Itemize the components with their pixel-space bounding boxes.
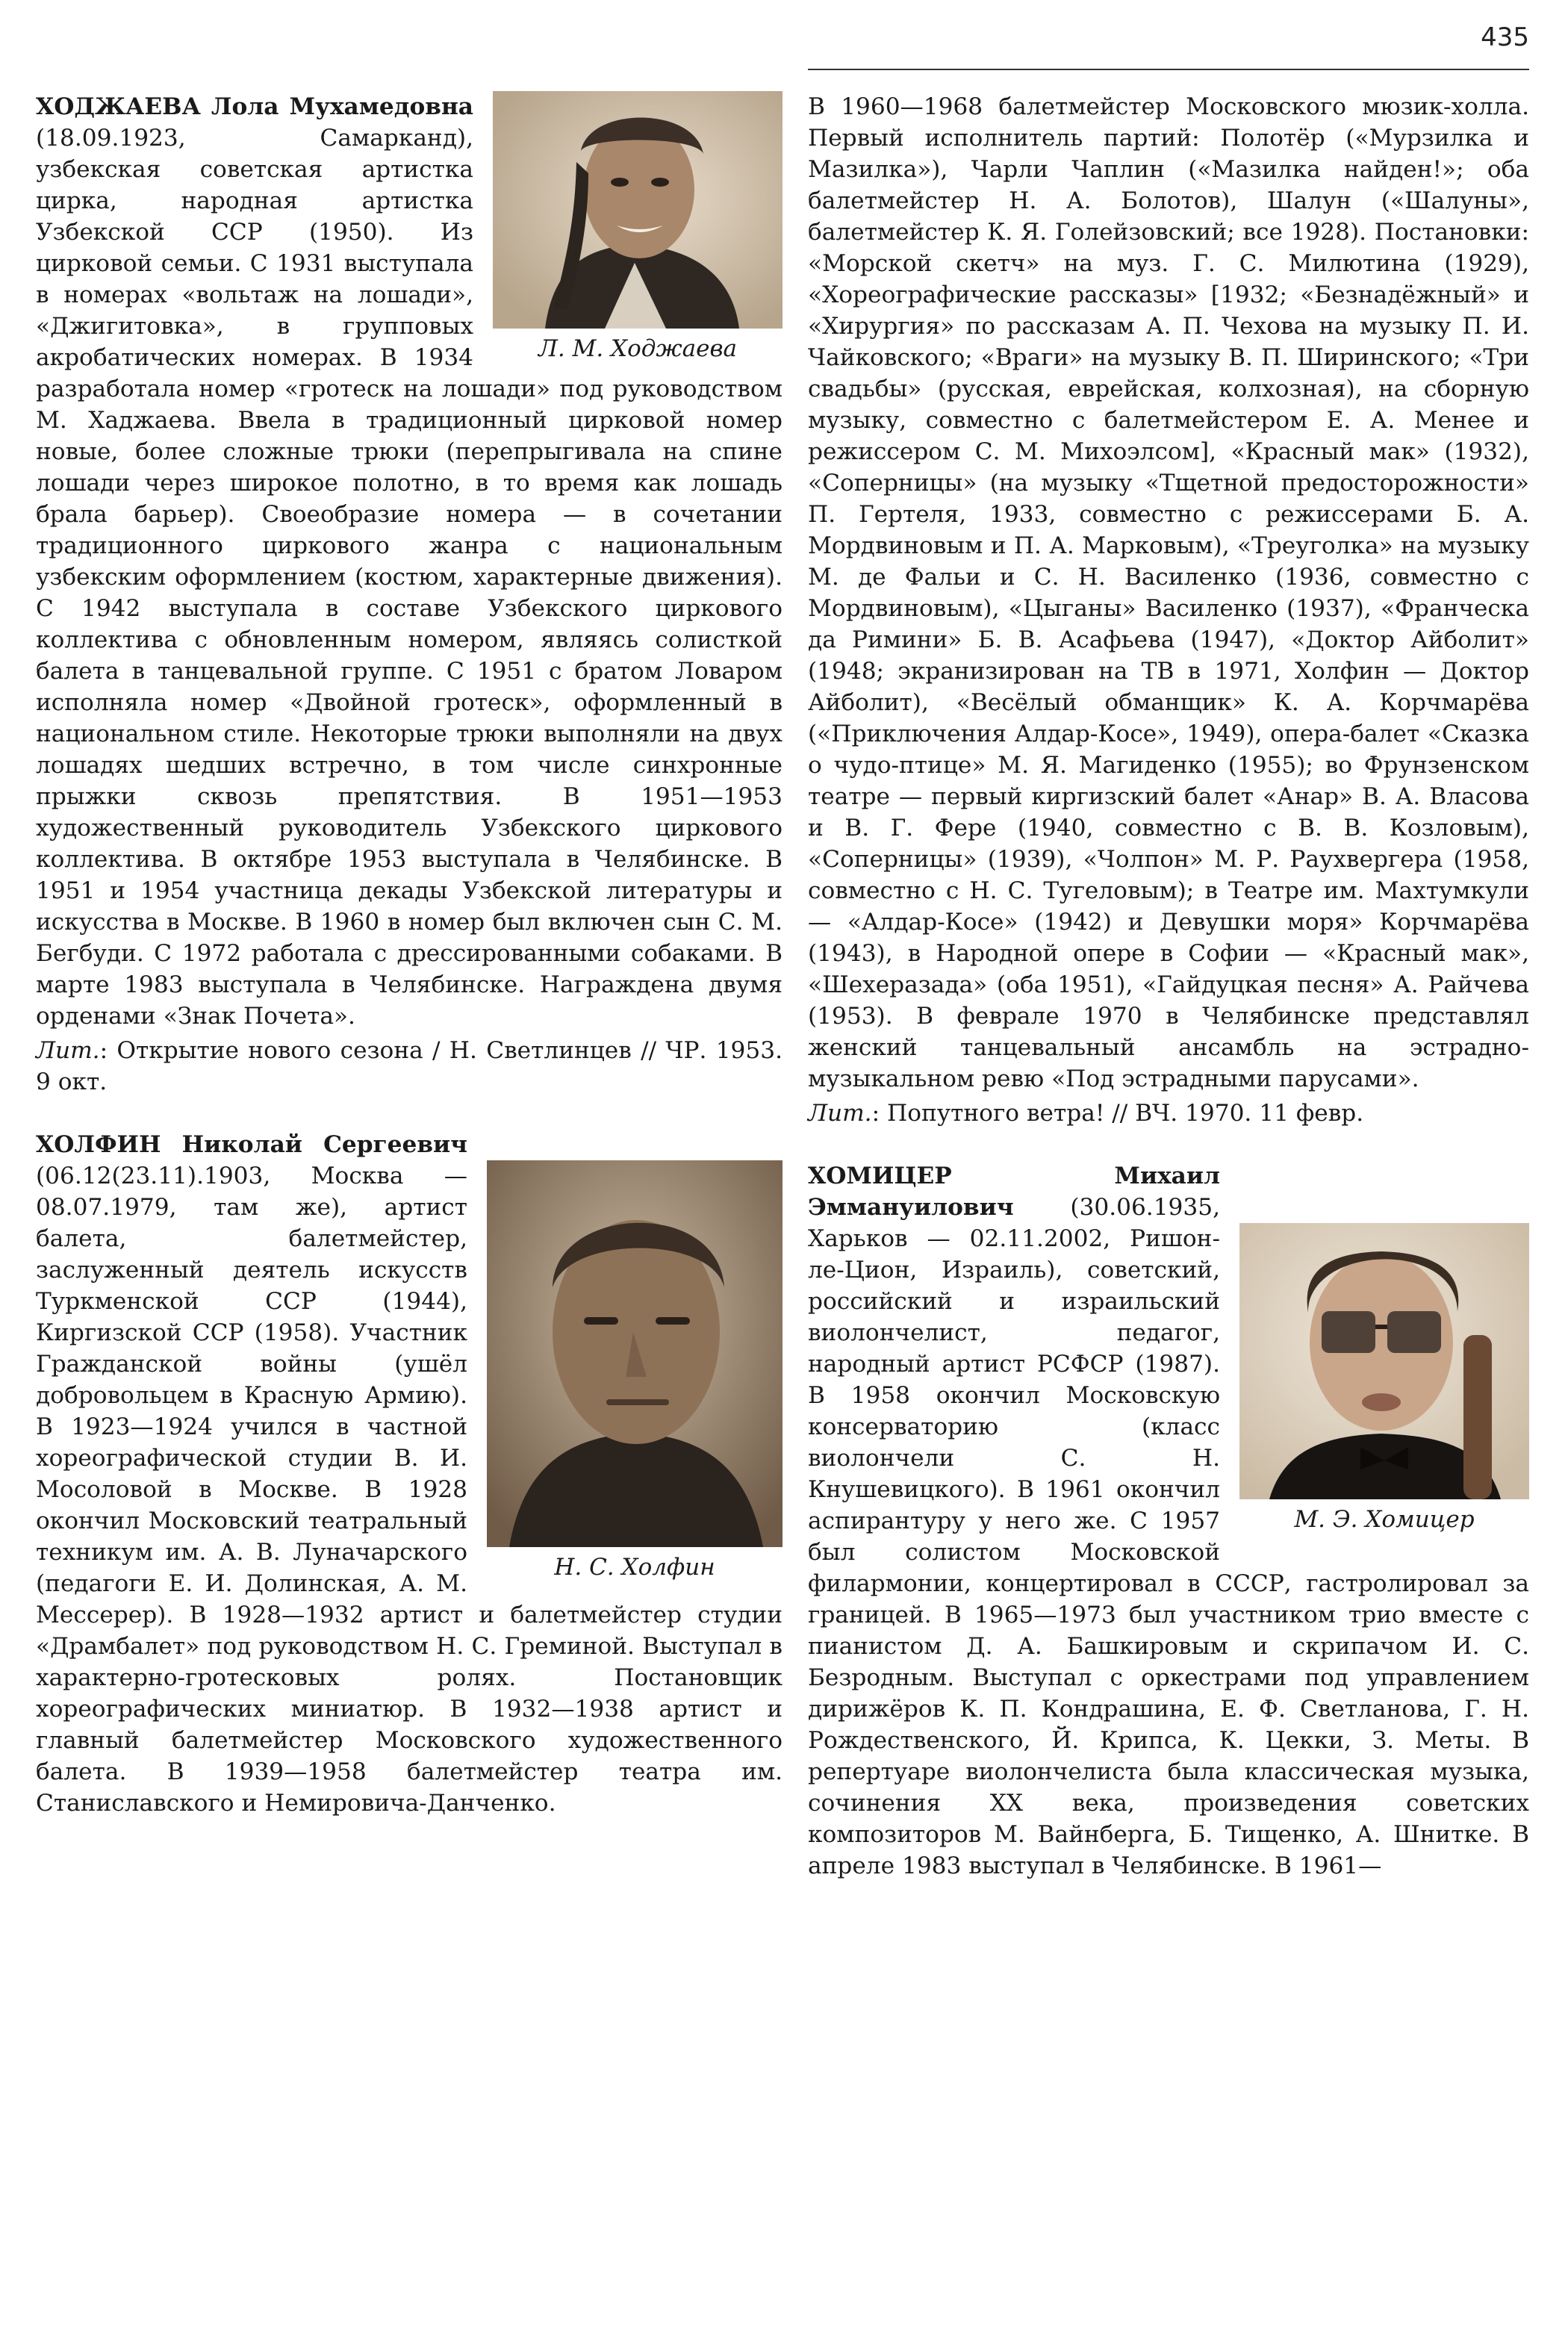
headword-khomitser: ХОМИЦЕР Михаил Эммануилович [808,1163,1220,1221]
photo-caption-khodzhaeva: Л. М. Ходжаева [538,335,737,362]
photo-caption-khomitser: М. Э. Хомицер [1294,1506,1475,1533]
header-rule [808,69,1529,70]
lit-text-khodzhaeva: : Открытие нового сезона / Н. Светлинцев // ЧР. 1953. 9 окт. [36,1037,783,1095]
entry-text-kholfin-left: (06.12(23.11).1903, Москва — 08.07.1979, там же), артист балета, балетмейстер, заслуженный деятель искусств Туркменской ССР (1944), Киргизской ССР (1958). Участник Гражданской войны (ушёл добровольцем в Красную Армию). В 1923—1924 учился в частной хореографической студии В. И. Мосоловой в Москве. В 1928 окончил Московский театральный техникум им. А. В. Луначарского (педагоги Е. И. Долинская, А. М. Мессерер). В 1928—1932 артист и балетмейстер студии «Драмбалет» под руководством Н. С. Греминой. Выступал в характерно-гротесковых ролях. Постановщик хореографических миниатюр. В 1932—1938 артист и главный балетмейстер Московского художественного балета. В 1939—1958 балетмейстер театра им. Станиславского и Немировича-Данченко. [36,1163,783,1817]
entry-text-khomitser: (30.06.1935, Харьков — 02.11.2002, Ришон-ле-Цион, Израиль), советский, российский и израильский виолончелист, педагог, народный артист РСФСР (1987). В 1958 окончил Московскую консерваторию (класс виолончели С. Н. Кнушевицкого). В 1961 окончил аспирантуру у него же. С 1957 был солистом Московской филармонии, концертировал в СССР, гастролировал за границей. В 1965—1973 был участником трио вместе с пианистом Д. А. Башкировым и скрипачом И. С. Безродным. Выступал с оркестрами под управлением дирижёров К. П. Кондрашина, Е. Ф. Светланова, Г. Н. Рождественского, Й. Крипса, К. Цекки, З. Меты. В репертуаре виолончелиста была классическая музыка, сочинения XX века, произведения советских композиторов М. Вайнберга, Б. Тищенко, А. Шнитке. В апреле 1983 выступал в Челябинске. В 1961— [808,1194,1529,1879]
photo-khodzhaeva-figure [493,91,783,366]
headword-khodzhaeva: ХОДЖАЕВА Лола Мухамедовна [36,93,473,120]
entry-kholfin [36,1129,783,1819]
entry-text-khodzhaeva: (18.09.1923, Самарканд), узбекская советская артистка цирка, народная артистка Узбекской ССР (1950). Из цирковой семьи. С 1931 выступала в номерах «вольтаж на лошади», «Джигитовка», в групповых акробатических номерах. В 1934 разработала номер «гротеск на лошади» под руководством М. Хаджаева. Ввела в традиционный цирковой номер новые, более сложные трюки (перепрыгивала на спине лошади через широкое полотно, в то время как лошадь брала барьер). Своеобразие номера — в сочетании традиционного циркового жанра с национальным узбекским оформлением (костюм, характерные движения). С 1942 выступала в составе Узбекского циркового коллектива с обновленным номером, являясь солисткой балета в танцевальной группе. С 1951 с братом Ловаром исполняла номер «Двойной гротеск», оформленный в национальном стиле. Некоторые трюки выполняли на двух лошадях шедших встречно, в том числе синхронные прыжки сквозь препятствия. В 1951—1953 художественный руководитель Узбекского циркового коллектива. В октябре 1953 выступала в Челябинске. В 1951 и 1954 участница декады Узбекской литературы и искусства в Москве. В 1960 в номер был включен сын С. М. Бегбуди. С 1972 работала с дрессированными собаками. В марте 1983 выступала в Челябинске. Награждена двумя орденами «Знак Почета». [36,125,783,1030]
photo-khodzhaeva [493,91,783,329]
lit-label: Лит. [36,1037,100,1064]
literature-khodzhaeva [36,1035,783,1098]
entry-khomitser [808,1160,1529,1882]
photo-khomitser-figure [1239,1223,1529,1537]
left-column [36,91,783,1819]
literature-kholfin [808,1098,1529,1129]
lit-text-kholfin: : Попутного ветра! // ВЧ. 1970. 11 февр. [871,1100,1364,1127]
photo-caption-kholfin: Н. С. Холфин [554,1554,715,1581]
right-column [808,91,1529,1882]
entry-khodzhaeva [36,91,783,1032]
photo-kholfin-figure [487,1160,783,1584]
lit-label: Лит. [808,1100,872,1127]
headword-kholfin: ХОЛФИН Николай Сергеевич [36,1131,467,1158]
photo-khomitser [1239,1223,1529,1499]
entry-kholfin-continued: В 1960—1968 балетмейстер Московского мюзик-холла. Первый исполнитель партий: Полотёр («Мурзилка и Мазилка»), Чарли Чаплин («Мазилка найден!»; оба балетмейстер Н. А. Болотов), Шалун («Шалуны», балетмейстер К. Я. Голейзовский; все 1928). Постановки: «Морской скетч» на муз. Г. С. Милютина (1929), «Хореографические рассказы» [1932; «Безнадёжный» и «Хирургия» по рассказам А. П. Чехова на музыку П. И. Чайковского; «Враги» на музыку В. П. Ширинского; «Три свадьбы» (русская, еврейская, колхозная), на сборную музыку, совместно с балетмейстером Е. А. Менее и режиссером С. М. Михоэлсом], «Красный мак» (1932), «Соперницы» (на музыку «Тщетной предосторожности» П. Гертеля, 1933, совместно с режиссерами Б. А. Мордвиновым и П. А. Марковым), «Треуголка» на музыку М. де Фальи и С. Н. Василенко (1936, совместно с Мордвиновым), «Цыганы» Василенко (1937), «Франческа да Римини» Б. В. Асафьева (1947), «Доктор Айболит» (1948; экранизирован на ТВ в 1971, Холфин — Доктор Айболит), «Весёлый обманщик» К. А. Корчмарёва («Приключения Алдар-Косе», 1949), опера-балет «Сказка о чудо-птице» М. Я. Магиденко (1955); во Фрунзенском театре — первый киргизский балет «Анар» В. А. Власова и В. Г. Фере (1940, совместно с В. В. Козловым), «Соперницы» (1939), «Чолпон» М. Р. Раухвергера (1958, совместно с Н. С. Тугеловым); в Театре им. Махтумкули — «Алдар-Косе» (1942) и Девушки моря» Корчмарёва (1943), в Народной опере в Софии — «Красный мак», «Шехеразада» (оба 1951), «Гайдуцкая песня» А. Райчева (1953). В феврале 1970 в Челябинске представлял женский танцевальный ансамбль на эстрадно-музыкальном ревю «Под эстрадными парусами». [808,93,1529,1092]
page-number: 435 [1481,22,1529,52]
photo-kholfin [487,1160,783,1547]
